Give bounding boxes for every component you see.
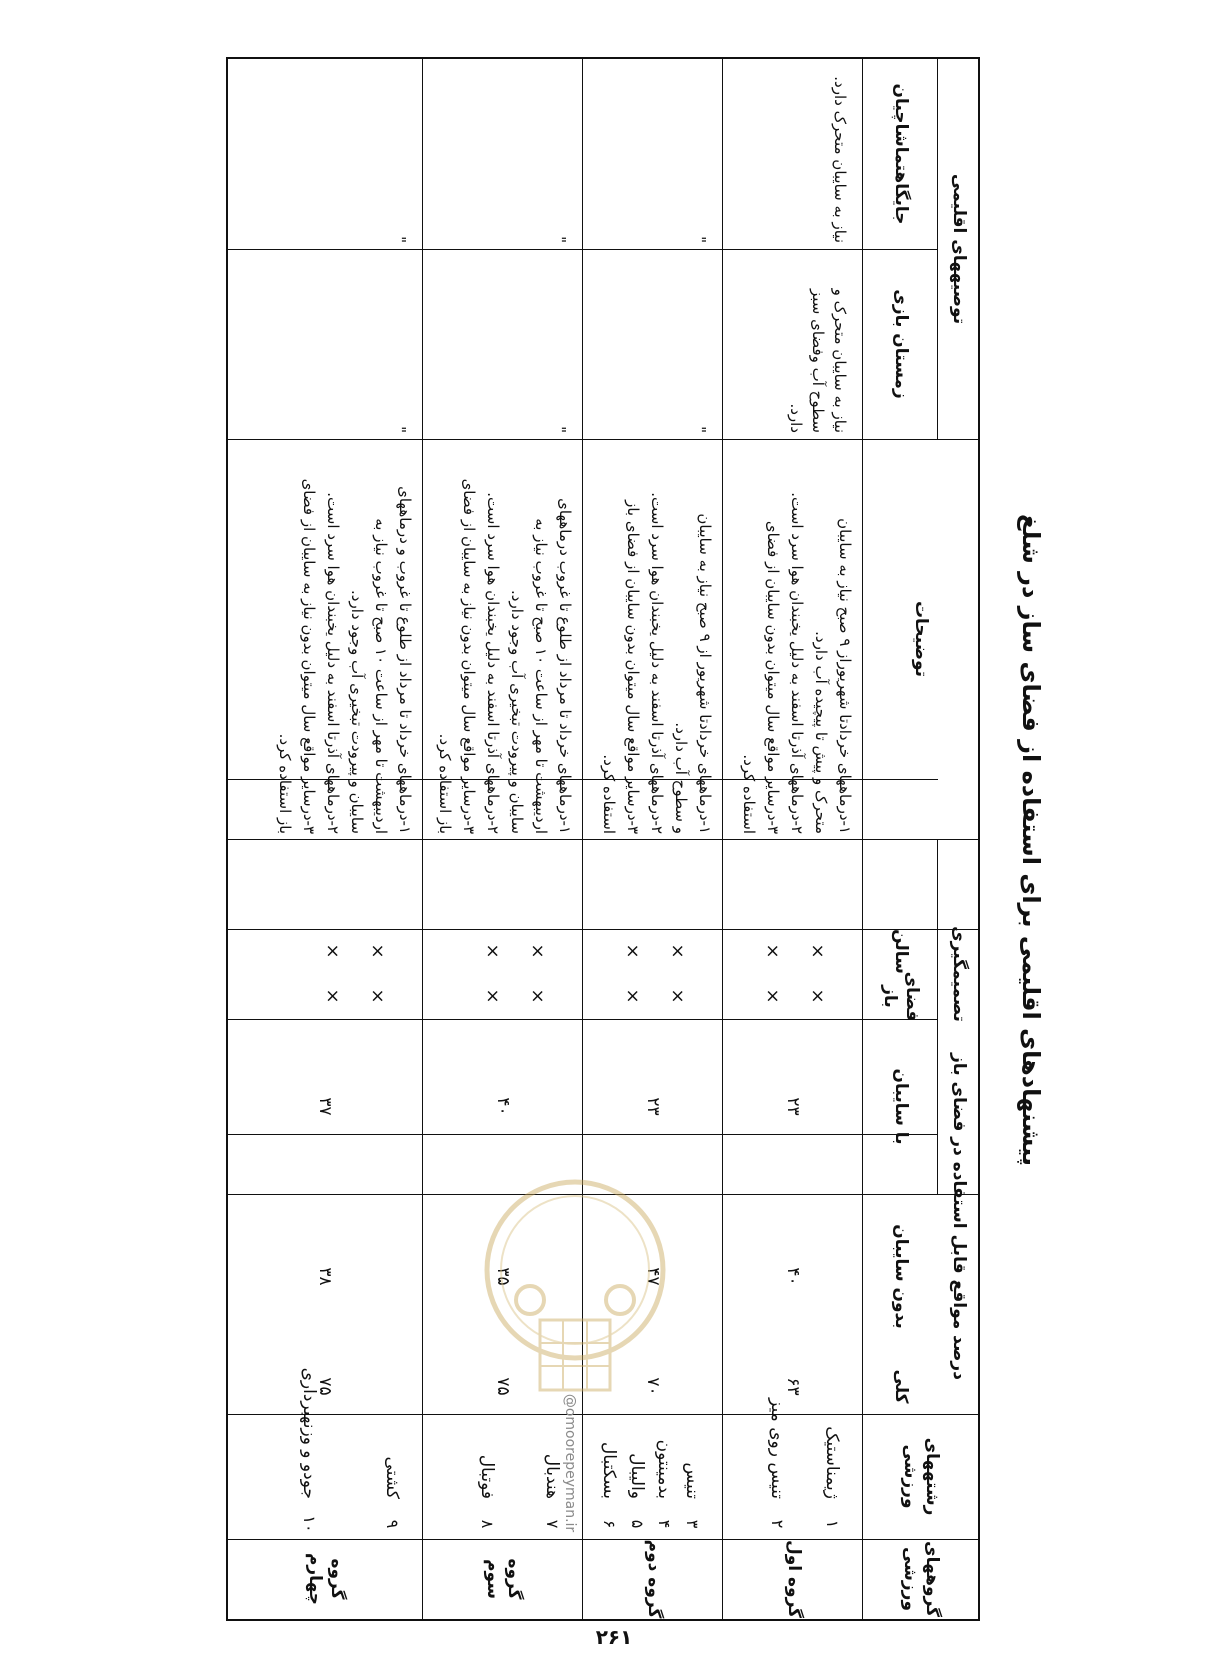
hall-mark: × xyxy=(622,943,643,959)
col-divider xyxy=(228,249,938,250)
description-line: ۲-درماههای آذرتا اسفند به دلیل یخبندان هوا سرد است. xyxy=(484,492,502,834)
header-hall: سالن xyxy=(891,929,912,974)
winter-note: " xyxy=(391,426,409,433)
header-description-spacer xyxy=(863,839,978,929)
total-value: ۷۰ xyxy=(643,1377,663,1396)
header-decision: تصمیمگیری xyxy=(948,926,969,1022)
group-label: گروه اول xyxy=(783,1539,804,1619)
hall-mark: × xyxy=(807,943,828,959)
header-disciplines: رشتههای ورزشی xyxy=(900,1437,942,1516)
group-label: گروه چهارم xyxy=(305,1552,347,1606)
open-space-mark: × xyxy=(622,988,643,1004)
description-line: ۱-درماههای خردادتا شهریوراز ۹ صبح نیاز به سایبان xyxy=(836,518,854,834)
sport-number: ۸ xyxy=(478,1519,497,1529)
sport-name: تنیس روی میز xyxy=(767,1398,787,1499)
total-value: ۶۳ xyxy=(783,1377,803,1396)
no-shade-value: ۴۷ xyxy=(643,1267,663,1286)
sport-name: بدمینتون xyxy=(654,1439,675,1499)
sport-number: ۷ xyxy=(543,1519,562,1529)
hall-mark: × xyxy=(367,943,388,959)
header-total: کلی xyxy=(891,1369,912,1404)
description-text xyxy=(433,434,577,834)
description-line: سایبان و پیرودت تبخیری آب وجود دارد. xyxy=(508,590,526,834)
description-line: ۳-درسایر مواقع سال میتوان بدون سایبان از فضای باز xyxy=(624,500,642,834)
sport-name: جودو و وزنهبرداری xyxy=(299,1367,320,1499)
header-description: توضیحات xyxy=(911,600,932,678)
group-label: گروه دوم xyxy=(643,1539,664,1619)
description-line: ۱-درماههای خردادتا شهریور از ۹ صبح نیاز به سایبان xyxy=(696,513,714,834)
hall-mark: × xyxy=(762,943,783,959)
sport-number: ۴ xyxy=(655,1519,675,1529)
with-shade-value: ۲۳ xyxy=(783,1097,803,1116)
sport-name: کشتی xyxy=(382,1456,402,1499)
group-label: گروه سوم xyxy=(483,1558,525,1600)
description-line: سایبان و پیرودت تبخیری آب وجود دارد. xyxy=(348,590,366,834)
winter-note: " xyxy=(691,426,709,433)
no-shade-value: ۳۵ xyxy=(493,1267,513,1286)
header-open-space: فضای باز xyxy=(880,971,922,1022)
description-line: باز استفاده کرد. xyxy=(436,733,454,834)
open-space-mark: × xyxy=(527,988,548,1004)
description-line: استفاده کرد. xyxy=(740,754,758,834)
open-space-mark: × xyxy=(807,988,828,1004)
hall-mark: × xyxy=(667,943,688,959)
description-line: ۳-درسایر مواقع سال میتوان بدون نیاز به سایبان از فضای xyxy=(460,478,478,834)
description-line: اردیبهشت تا مهر از ساعت ۱۰ صبح تا غروب نیاز به xyxy=(532,518,550,834)
sport-name: بسکتبال xyxy=(599,1441,620,1499)
spectators-note: " xyxy=(391,236,409,243)
watermark-text: @omoorepeyman.ir xyxy=(562,1393,578,1533)
no-shade-value: ۳۸ xyxy=(315,1267,336,1286)
no-shade-value: ۴۰ xyxy=(783,1267,803,1286)
description-line: اردیبهشت تا مهر از ساعت ۱۰ صبح تا غروب نیاز به xyxy=(372,518,390,834)
description-text xyxy=(597,434,717,834)
page-number: ۲۶۱ xyxy=(595,1625,633,1649)
description-line: ۱-درماههای خرداد تا مرداد از طلوع تا غروب و درماههای xyxy=(396,486,414,834)
hall-mark: × xyxy=(322,943,343,959)
sport-name: تنیس xyxy=(682,1462,702,1499)
header-climate: توصیههای اقلیمی xyxy=(948,173,969,325)
sport-name: والیبال xyxy=(627,1453,647,1499)
sport-name: ژیمناستیک xyxy=(822,1426,842,1499)
description-line: ۳-درسایر مواقع سال میتوان بدون سایبان از فضای xyxy=(764,520,782,834)
open-space-mark: × xyxy=(482,988,503,1004)
sport-name: فوتبال xyxy=(477,1454,497,1499)
sport-name: هندبال xyxy=(542,1453,562,1499)
sport-number: ۶ xyxy=(600,1519,620,1529)
description-line: استفاده کرد. xyxy=(600,754,618,834)
description-text xyxy=(737,434,857,834)
description-line: باز استفاده کرد. xyxy=(276,733,294,834)
total-value: ۷۵ xyxy=(315,1377,336,1396)
header-winter: زمستان بازی xyxy=(891,289,912,399)
description-line: و سطوح آب دارد. xyxy=(672,722,690,834)
sport-number: ۹ xyxy=(383,1519,402,1529)
with-shade-value: ۴۰ xyxy=(493,1097,513,1116)
winter-note: " xyxy=(551,426,569,433)
open-space-mark: × xyxy=(667,988,688,1004)
hall-mark: × xyxy=(527,943,548,959)
header-with-shade: با سایبان xyxy=(891,1068,912,1145)
with-shade-value: ۳۷ xyxy=(315,1097,336,1116)
sport-number: ۳ xyxy=(683,1519,702,1529)
header-spectators: جایگاهتماشاچیان xyxy=(891,83,912,225)
spectators-note: " xyxy=(691,236,709,243)
description-line: ۱-درماههای خرداد تا مرداد از طلوع تا غروب درماههای xyxy=(556,498,574,834)
description-line: ۲-درماههای آذرتا اسفند به دلیل یخبندان هوا سرد است. xyxy=(648,492,666,834)
description-text xyxy=(273,434,417,834)
description-line: ۲-درماههای آذرتا اسفند به دلیل یخبندان هوا سرد است. xyxy=(788,492,806,834)
description-line: متحرک و پیش تا پیچیده آب دارد. xyxy=(812,631,830,834)
header-no-shade: بدون سایبان xyxy=(891,1224,912,1329)
spectators-note: نیاز به سایبان متحرک دارد. xyxy=(831,76,849,243)
with-shade-value: ۲۳ xyxy=(643,1097,663,1116)
hall-mark: × xyxy=(482,943,503,959)
open-space-mark: × xyxy=(762,988,783,1004)
spectators-note: " xyxy=(551,236,569,243)
open-space-mark: × xyxy=(367,988,388,1004)
sport-number: ۲ xyxy=(768,1519,787,1529)
winter-note: نیاز به سایبان متحرک و سطوح آب وفضای سبز دارد. xyxy=(787,288,849,433)
open-space-mark: × xyxy=(322,988,343,1004)
sport-number: ۱۰ xyxy=(300,1515,320,1533)
header-percent: درصد مواقع قابل استفاده در فضای باز xyxy=(948,1053,969,1380)
total-value: ۷۵ xyxy=(493,1377,513,1396)
header-groups: گروههای ورزشی xyxy=(900,1540,942,1617)
description-line: ۳-درسایر مواقع سال میتوان بدون نیاز به سایبان از فضای xyxy=(300,478,318,834)
sport-number: ۱ xyxy=(823,1519,842,1529)
page-title: پیشنهادهای اقلیمی برای استفاده از فضای ساز در شلغ xyxy=(1017,514,1045,1166)
description-line: ۲-درماههای آذرتا اسفند به دلیل یخبندان هوا سرد است. xyxy=(324,492,342,834)
sport-number: ۵ xyxy=(628,1519,647,1529)
